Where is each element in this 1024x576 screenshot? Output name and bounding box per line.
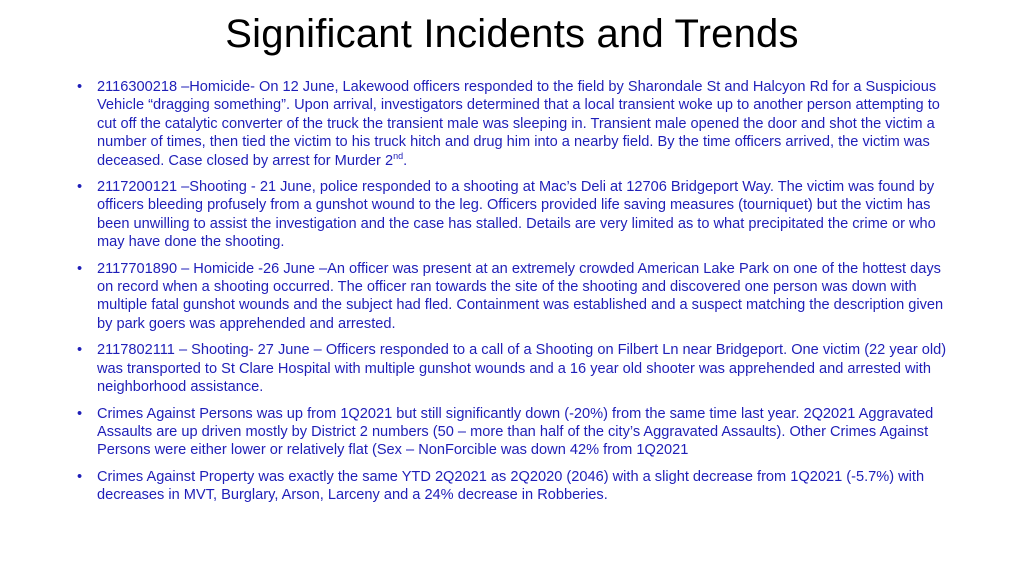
slide-title: Significant Incidents and Trends — [225, 12, 799, 56]
bullet-text: 2117701890 – Homicide -26 June –An officer was present at an extremely crowded American Lake Park on one of the hottest days on record when a shooting occurred. The officer ran towards the site of the shooting and discovered one person was down with multiple fatal gunshot wounds and the subject had fled. Containment was established and a suspect matching the description given by park goers was apprehended and arrested. — [97, 260, 944, 332]
bullet-item-homicide-2117701890 — [74, 260, 949, 334]
bullet-dot: • — [77, 468, 83, 485]
bullet-text-tail: . — [403, 152, 408, 169]
bullet-item-homicide-2116300218 — [74, 78, 949, 170]
bullet-text: 2117200121 –Shooting - 21 June, police responded to a shooting at Mac’s Deli at 12706 Bridgeport Way. The victim was found by officers bleeding profusely from a gunshot wound to the leg. Officers provided life saving measures (tourniquet) but the victim has been unwilling to assist the investigation and the case has stalled. Details are very limited as to what precipitated the crime or who may have done the shooting. — [97, 179, 936, 251]
bullet-dot: • — [77, 260, 83, 277]
bullet-item-crimes-against-property — [74, 468, 949, 505]
bullet-dot: • — [77, 342, 83, 359]
bullet-dot: • — [77, 405, 83, 422]
bullet-text: 2116300218 –Homicide- On 12 June, Lakewood officers responded to the field by Sharondale St and Halcyon Rd for a Suspicious Vehicle “dragging something”. Upon arrival, investigators determined that a local transient woke up to another person attempting to cut off the catalytic converter of the truck the transient male was sleeping in. Transient male opened the door and shot the victim a number of times, then tied the victim to his truck hitch and drug him into a nearby field. By the time officers arrived, the victim was deceased. Case closed by arrest for Murder 2 — [97, 79, 940, 169]
bullet-item-shooting-2117802111 — [74, 341, 949, 396]
bullet-item-crimes-against-persons — [74, 405, 949, 460]
bullet-text: 2117802111 – Shooting- 27 June – Officers responded to a call of a Shooting on Filbert Ln near Bridgeport. One victim (22 year old) was transported to St Clare Hospital with multiple gunshot wounds and a 16 year old shooter was apprehended and arrested with neighborhood assistance. — [97, 342, 947, 396]
ordinal-superscript: nd — [393, 150, 404, 161]
bullet-text: Crimes Against Persons was up from 1Q2021 but still significantly down (-20%) from the same time last year. 2Q2021 Aggravated Assaults are up driven mostly by District 2 numbers (50 – more than half of the city’s Aggravated Assaults). Other Crimes Against Persons were either lower or relatively flat (Sex – NonForcible was down 42% from 1Q2021 — [97, 405, 934, 459]
bullet-text: Crimes Against Property was exactly the same YTD 2Q2021 as 2Q2020 (2046) with a slight decrease from 1Q2021 (-5.7%) with decreases in MVT, Burglary, Arson, Larceny and a 24% decrease in Robberies. — [97, 468, 925, 504]
bullet-item-shooting-2117200121 — [74, 178, 949, 252]
bullet-dot: • — [77, 79, 83, 95]
bullet-dot: • — [77, 179, 83, 196]
bullet-list — [74, 78, 949, 513]
